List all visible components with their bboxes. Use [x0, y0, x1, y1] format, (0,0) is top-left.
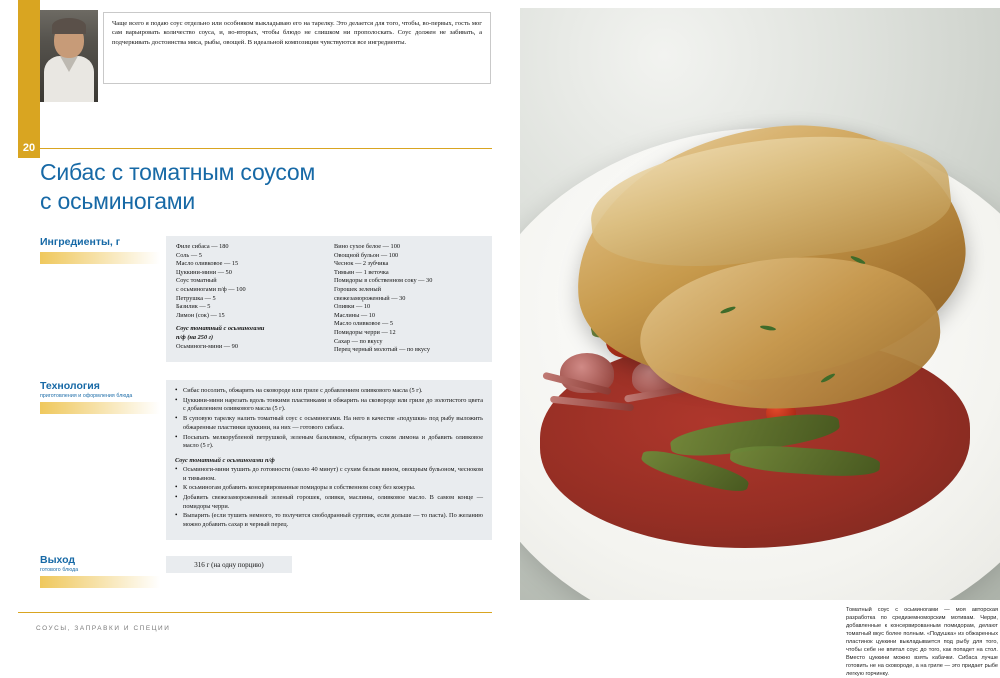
ingredient-item: Вино сухое белое — 100	[334, 243, 400, 250]
side-tab-bar	[18, 0, 40, 138]
ingredients-left-column	[176, 243, 326, 351]
recipe-title-line1: Сибас с томатным соусом	[40, 159, 316, 185]
ingredient-item: свежезамороженный — 30	[334, 294, 406, 302]
footer-section-name: СОУСЫ, ЗАПРАВКИ И СПЕЦИИ	[36, 625, 171, 632]
left-page	[0, 0, 510, 658]
ingredient-item: Цуккини-мини — 50	[176, 268, 232, 276]
technology-label-underline	[40, 402, 160, 414]
technology-panel	[166, 380, 492, 540]
ingredient-item: Масло оливковое — 15	[176, 260, 239, 268]
yield-section-label	[40, 554, 78, 574]
technology-subsection-title: Соус томатный с осьминогами п/ф	[175, 456, 275, 464]
page-number: 20	[18, 138, 40, 158]
ingredients-panel	[166, 236, 492, 362]
technology-steps-list	[175, 387, 483, 451]
ingredients-subsection-title: Соус томатный с осьминогами	[176, 325, 265, 333]
yield-subtitle: готового блюда	[40, 567, 79, 573]
recipe-title-line2: с осьминогами	[40, 188, 196, 214]
ingredient-item: Помидоры черри — 12	[334, 328, 396, 336]
ingredients-subsection-title-2: п/ф (на 250 г)	[176, 333, 214, 341]
ingredient-item: Чеснок — 2 зубчика	[334, 260, 389, 268]
technology-title: Технология	[40, 380, 100, 392]
yield-label-underline	[40, 576, 160, 588]
ingredients-right-column	[334, 243, 486, 355]
ingredient-item: Лимон (сок) — 15	[176, 311, 225, 319]
yield-value-panel	[166, 556, 292, 573]
right-page	[510, 0, 1000, 677]
yield-value: 316 г (на одну порцию)	[194, 560, 264, 569]
ingredient-item: Осьминоги-мини — 90	[176, 342, 238, 350]
ingredient-item: Помидоры в собственном соку — 30	[334, 277, 433, 285]
ingredients-title: Ингредиенты, г	[40, 236, 121, 248]
footer-divider	[18, 612, 492, 613]
intro-quote-box	[103, 12, 491, 84]
ingredient-item: Перец черный молотый — по вкусу	[334, 346, 430, 354]
ingredient-item: Масло оливковое — 5	[334, 320, 394, 328]
ingredients-section-label	[40, 236, 120, 249]
technology-subtitle: приготовления и оформления блюда	[40, 393, 133, 399]
technology-step: • В суповую тарелку налить томатный соус с осьминогами. На него в качестве «подушки» под рыбу выложить обжаренные пластинки цуккини, на них — готового сибаса.	[175, 415, 483, 432]
technology-step: • Цуккини-мини нарезать вдоль тонкими пластинками и обжарить на сковороде или гриле до золотистого цвета с добавлением оливкового масла (5 г).	[175, 397, 483, 414]
ingredient-item: Маслины — 10	[334, 311, 376, 319]
ingredient-item: Петрушка — 5	[176, 294, 216, 302]
page-title	[40, 158, 480, 216]
ingredient-item: Соус томатный	[176, 277, 217, 285]
ingredient-item: с осьминогами п/ф — 100	[176, 285, 246, 293]
ingredient-item: Овощной бульон — 100	[334, 251, 399, 259]
dish-photo	[520, 8, 1000, 600]
ingredient-item: Оливки — 10	[334, 303, 371, 311]
technology-section-label	[40, 380, 132, 400]
ingredient-item: Филе сибаса — 180	[176, 243, 229, 250]
technology-substep: • Выпарить (если тушить немного, то получится свободранный сургпик, если дольше — то паста). По желанию можно добавить сахар и черный перец.	[175, 512, 483, 529]
technology-substep: • Добавить свежезамороженный зеленый горошек, оливки, маслины, оливковое масло. В самом конце — помидоры черри.	[175, 494, 483, 511]
technology-substep: • К осьминогам добавить консервированные помидоры в собственном соку без кожуры.	[175, 484, 483, 493]
title-divider	[40, 148, 492, 149]
ingredient-item: Базилик — 5	[176, 303, 211, 311]
ingredient-item: Сахар — по вкусу	[334, 337, 383, 345]
intro-quote-text: Чаще всего я подаю соус отдельно или особняком выкладываю его на тарелку. Это делается для того, чтобы, во-первых, гость мог сам варьировать количество соуса, и, во-вторых, чтобы блюдо не слишком ни прополоскать. Соус должен не забивать, а подчеркивать достоинства мяса, рыбы, овощей. В идеальной композиции чувствуются все ингредиенты.	[112, 20, 482, 46]
ingredients-label-underline	[40, 252, 160, 264]
ingredient-item: Соль — 5	[176, 251, 202, 259]
technology-step: • Посыпать мелкорубленой петрушкой, зеленым базиликом, сбрызнуть соком лимона и добавить оливковое масло (5 г).	[175, 434, 483, 451]
chef-portrait-photo	[40, 10, 98, 102]
chef-hair	[52, 18, 86, 34]
yield-title: Выход	[40, 554, 76, 566]
ingredient-item: Тимьян — 1 веточка	[334, 268, 389, 276]
technology-step: • Сибас посолить, обжарить на сковороде или гриле с добавлением оливкового масла (5 г).	[175, 387, 483, 396]
photo-caption: Томатный соус с осьминогами — моя авторская разработка по средиземноморским мотивам. Черри, добавленные к консервированным помидорам, делают томатный вкус более полным. «Подушка» из обжаренных пластинок цуккини выкладывается под рыбу для того, чтобы себе не впитал соус до того, как попадет на стол. Вместо цуккини можно взять кабачки. Сибаса лучше готовить не на сковороде, а на гриле — это придает рыбе легкую горчинку.	[846, 607, 998, 677]
technology-substeps-list	[175, 466, 483, 530]
technology-substep: • Осьминоги-мини тушить до готовности (около 40 минут) с сухим белым вином, овощным бульоном, чесноком и тимьяном.	[175, 466, 483, 483]
ingredient-item: Горошек зеленый	[334, 285, 381, 293]
